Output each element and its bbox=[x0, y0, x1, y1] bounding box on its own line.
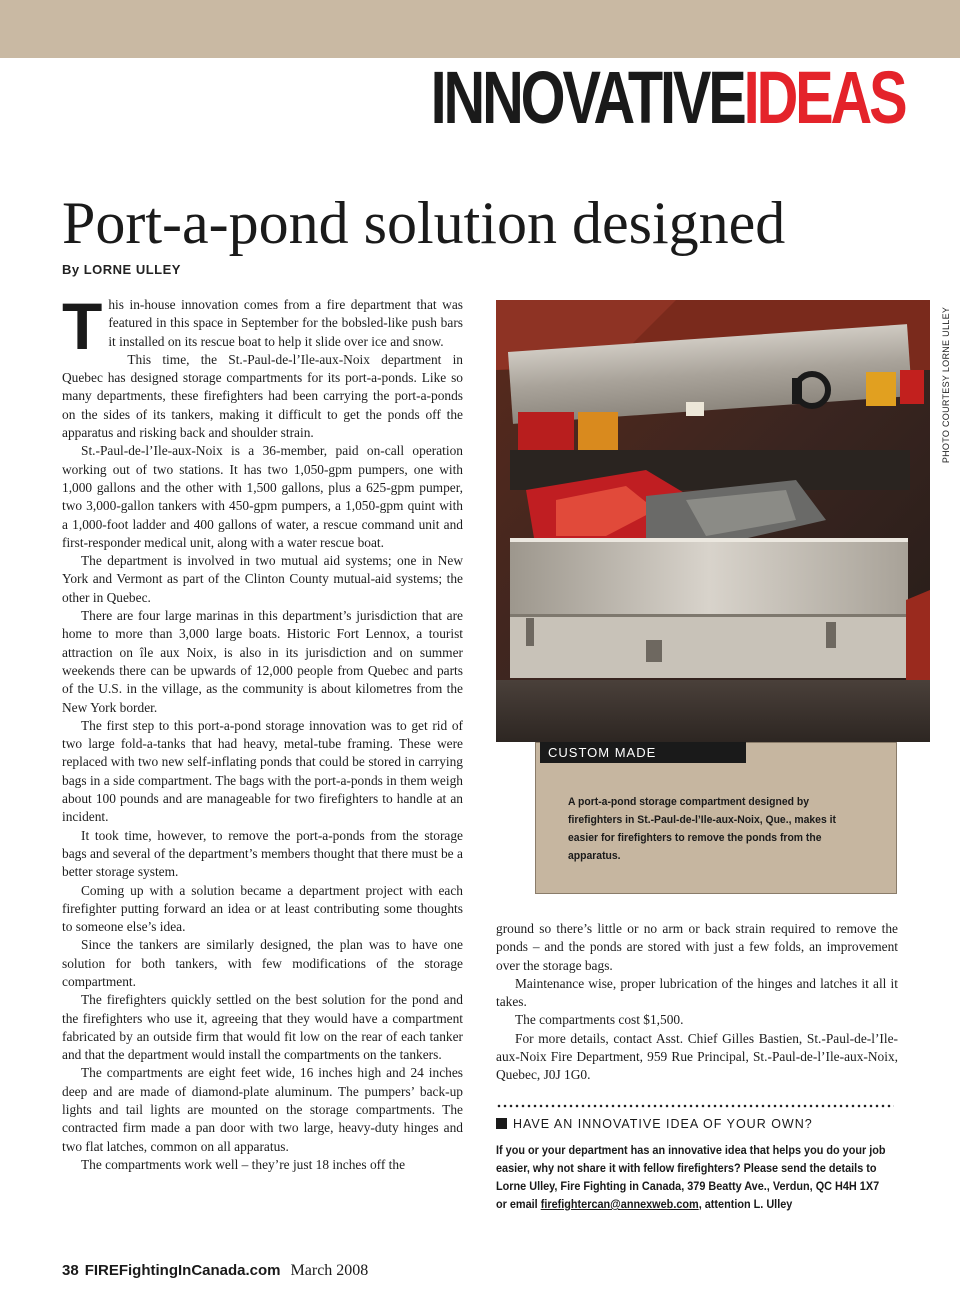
paragraph-5: There are four large marinas in this department’s jurisdiction that are home to more than 3,000 large boats. Historic Fort Lennox, a tourist attraction on île aux Noix, is also in its jurisdiction and on summer weekends there can be upwards of 12,000 people from Quebec and parts of the U.S. in the village, as the community is about kilometres from the New York border. bbox=[62, 608, 463, 715]
right-paragraph-4: For more details, contact Asst. Chief Gilles Bastien, St.-Paul-de-l’Ile-aux-Noix Fire Department, 959 Rue Principal, St.-Paul-de-l’Ile-aux-Noix, Quebec, J0J 1G0. bbox=[496, 1030, 898, 1083]
right-paragraph-2: Maintenance wise, proper lubrication of the hinges and latches it all it takes. bbox=[496, 975, 898, 1010]
paragraph-12: The compartments work well – they’re just 18 inches off the bbox=[81, 1156, 406, 1172]
paragraph-8: Coming up with a solution became a department project with each firefighter putting forward an idea or at least contributing some thoughts to someone else’s idea. bbox=[62, 882, 463, 935]
square-bullet-icon bbox=[496, 1118, 507, 1129]
paragraph-10: The firefighters quickly settled on the best solution for the pond and the firefighters who use it, agreeing that they would have a compartment fabricated by an outside firm that would fit low on the rear of each tanker and that the department would install the compartments on the tankers. bbox=[62, 992, 463, 1063]
paragraph-3: St.-Paul-de-l’Ile-aux-Noix is a 36-member, paid on-call operation working out of two stations. It has two 1,050-gpm pumpers, one with 1,000 gallons and the other with 1,500 gallons, plus a 625-gpm pumper, two 3,000-gallon tankers with 450-gpm pumpers, a 1,050-gpm quint with a 1,000-foot ladder and 400 gallons of water, a rescue command unit and first-responder medical unit, along with a water rescue boat. bbox=[62, 443, 463, 550]
article-byline: By LORNE ULLEY bbox=[62, 262, 181, 277]
photo-caption: A port-a-pond storage compartment designed by firefighters in St.-Paul-de-l’Ile-aux-Noix, Que., makes it easier for firefighters to remove the ponds from the apparatus. bbox=[568, 796, 836, 862]
footer-date: March 2008 bbox=[290, 1262, 369, 1279]
page-footer bbox=[62, 1262, 368, 1280]
right-column bbox=[496, 920, 898, 1085]
left-column bbox=[62, 289, 463, 1174]
paragraph-7: It took time, however, to remove the port-a-ponds from the storage bags and several of the department’s members thought that there must be a better storage system. bbox=[62, 827, 463, 880]
right-paragraph-3: The compartments cost $1,500. bbox=[515, 1012, 684, 1028]
section-banner bbox=[430, 58, 904, 138]
paragraph-4: The department is involved in two mutual aid systems; one in New York and Vermont as part of the Clinton County mutual-aid systems; the other in Quebec. bbox=[62, 553, 463, 605]
article-headline: Port-a-pond solution designed bbox=[62, 190, 786, 256]
compartment-photo bbox=[496, 300, 930, 742]
section-word-innovative: INNOVATIVE bbox=[430, 56, 744, 139]
email-link[interactable]: firefightercan@annexweb.com bbox=[540, 1198, 699, 1211]
paragraph-9: Since the tankers are similarly designed, the plan was to have one solution for both tankers, with few modifications of the storage compartment. bbox=[62, 937, 463, 989]
right-paragraph-1: ground so there’s little or no arm or back strain required to remove the ponds – and the ponds are stored with just a few folds, an improvement over the storage bags. bbox=[496, 921, 898, 973]
paragraph-1: This in-house innovation comes from a fire department that was featured in this space in September for the bobsled-like push bars it installed on its rescue boat to help it slide over ice and snow. bbox=[62, 289, 463, 363]
paragraph-11: The compartments are eight feet wide, 16 inches high and 24 inches deep and are made of diamond-plate aluminum. The pumpers’ back-up lights and tail lights are mounted on the storage compartments. The contracted firm made a pan door with two large, heavy-duty hinges and two flat latches, common on all apparatus. bbox=[62, 1065, 463, 1154]
top-color-band bbox=[0, 0, 960, 58]
section-word-ideas: IDEAS bbox=[743, 56, 904, 139]
caption-label: CUSTOM MADE bbox=[540, 742, 746, 763]
footer-site: FIREFightingInCanada.com bbox=[84, 1262, 281, 1279]
sidebar-body: If you or your department has an innovative idea that helps you do your job easier, why not share it with fellow firefighters? Please send the details to Lorne Ulley, Fire Fighting in Canada, 379 Beatty Ave., Verdun, QC H4H 1X7 or email firefightercan@annexweb.com, attention L. Ulley bbox=[496, 1144, 886, 1211]
photo-credit: PHOTO COURTESY LORNE ULLEY bbox=[941, 306, 951, 464]
dotted-divider bbox=[496, 1103, 894, 1109]
paragraph-2: This time, the St.-Paul-de-l’Ile-aux-Noix department in Quebec has designed storage compartments for its port-a-ponds. Like so many departments, these firefighters had been carrying the port-a-ponds on the sides of its tankers, making it difficult to get the ponds off the apparatus and risking back and shoulder strain. bbox=[62, 351, 463, 441]
compartment-illustration bbox=[496, 300, 930, 742]
page-number: 38 bbox=[62, 1262, 79, 1279]
paragraph-6: The first step to this port-a-pond storage innovation was to get rid of two large fold-a-tanks that had heavy, metal-tube framing. These were replaced with two new self-inflating ponds that could be stored in carrying bags in a side compartment. The bags with the port-a-ponds in them weigh about 100 pounds and are manageable for two firefighters to handle at an incident. bbox=[62, 717, 463, 825]
drop-cap: T bbox=[62, 289, 103, 363]
sidebar-heading: HAVE AN INNOVATIVE IDEA OF YOUR OWN? bbox=[496, 1117, 813, 1131]
